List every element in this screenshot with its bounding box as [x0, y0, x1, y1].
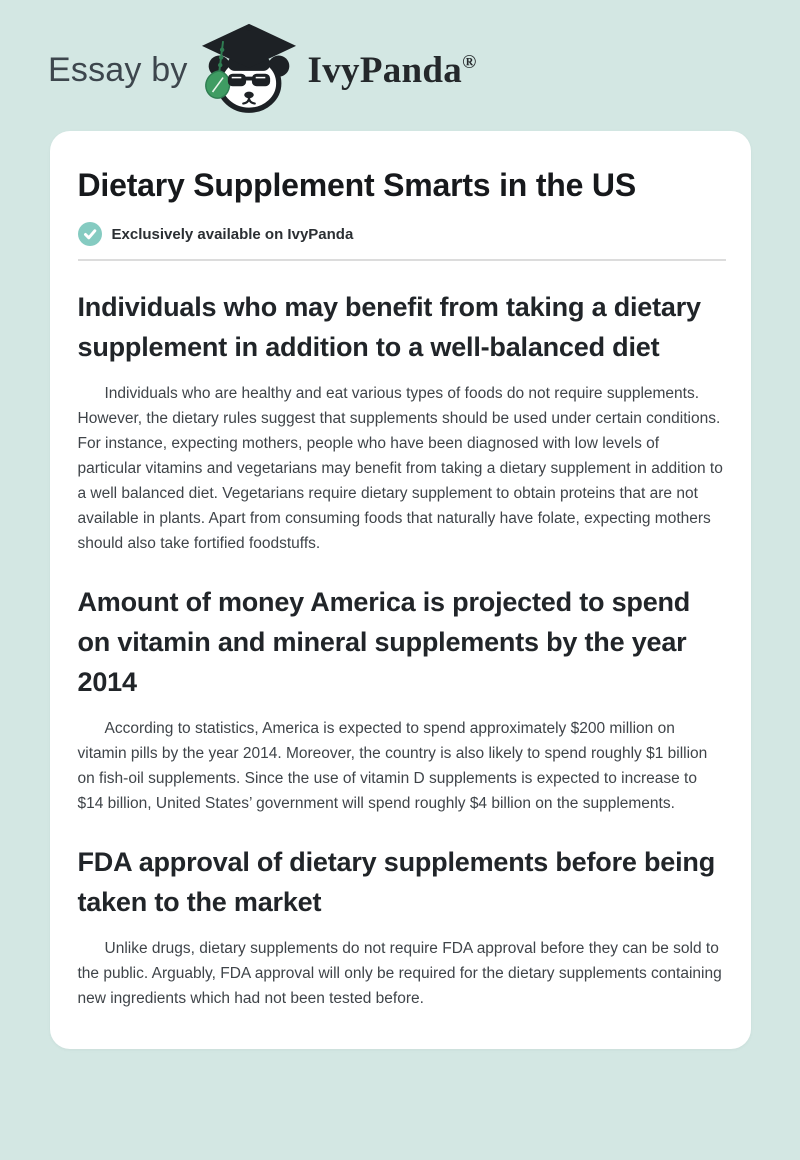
section-paragraph: Unlike drugs, dietary supplements do not require FDA approval before they can be sold to the public. Arguably, FDA approval will only be required for the dietary supplements containing new ingredients which had not been tested before. [77, 940, 722, 1007]
page-title: Dietary Supplement Smarts in the US [77, 167, 636, 203]
section-benefit [78, 287, 726, 556]
section-spending [78, 582, 726, 816]
divider [78, 259, 726, 261]
brand-name: IvyPanda [307, 50, 463, 91]
page-header [0, 0, 800, 131]
section-heading: FDA approval of dietary supplements before being taken to the market [77, 847, 716, 917]
section-paragraph: According to statistics, America is expected to spend approximately $200 million on vitamin pills by the year 2014. Moreover, the country is also likely to spend roughly $1 billion on fish-oil supplements. Since the use of vitamin D supplements is expected to increase to $14 billion, United States’ government will spend roughly $4 billion on the supplements. [77, 720, 708, 812]
essay-card [50, 131, 751, 1049]
ivypanda-panda-logo-icon [196, 20, 302, 116]
registered-trademark: ® [462, 52, 477, 73]
check-icon [78, 222, 102, 246]
section-paragraph: Individuals who are healthy and eat various types of foods do not require supplements. However, the dietary rules suggest that supplements should be used under certain conditions. For instance, expecting mothers, people who have been diagnosed with low levels of particular vitamins and vegetarians may benefit from taking a dietary supplement in addition to a well balanced diet. Vegetarians require dietary supplement to obtain proteins that are not available in plants. Apart from consuming foods that naturally have folate, expecting mothers should also take fortified foodstuffs. [77, 385, 723, 552]
badge-label: Exclusively available on IvyPanda [111, 225, 354, 243]
section-heading: Amount of money America is projected to spend on vitamin and mineral supplements by the year 2014 [77, 587, 691, 697]
section-fda [78, 842, 726, 1011]
exclusive-badge [78, 222, 726, 246]
section-heading: Individuals who may benefit from taking a dietary supplement in addition to a well-balanced diet [77, 292, 701, 362]
brand-wordmark [308, 49, 477, 92]
essay-by-label: Essay by [48, 51, 188, 89]
